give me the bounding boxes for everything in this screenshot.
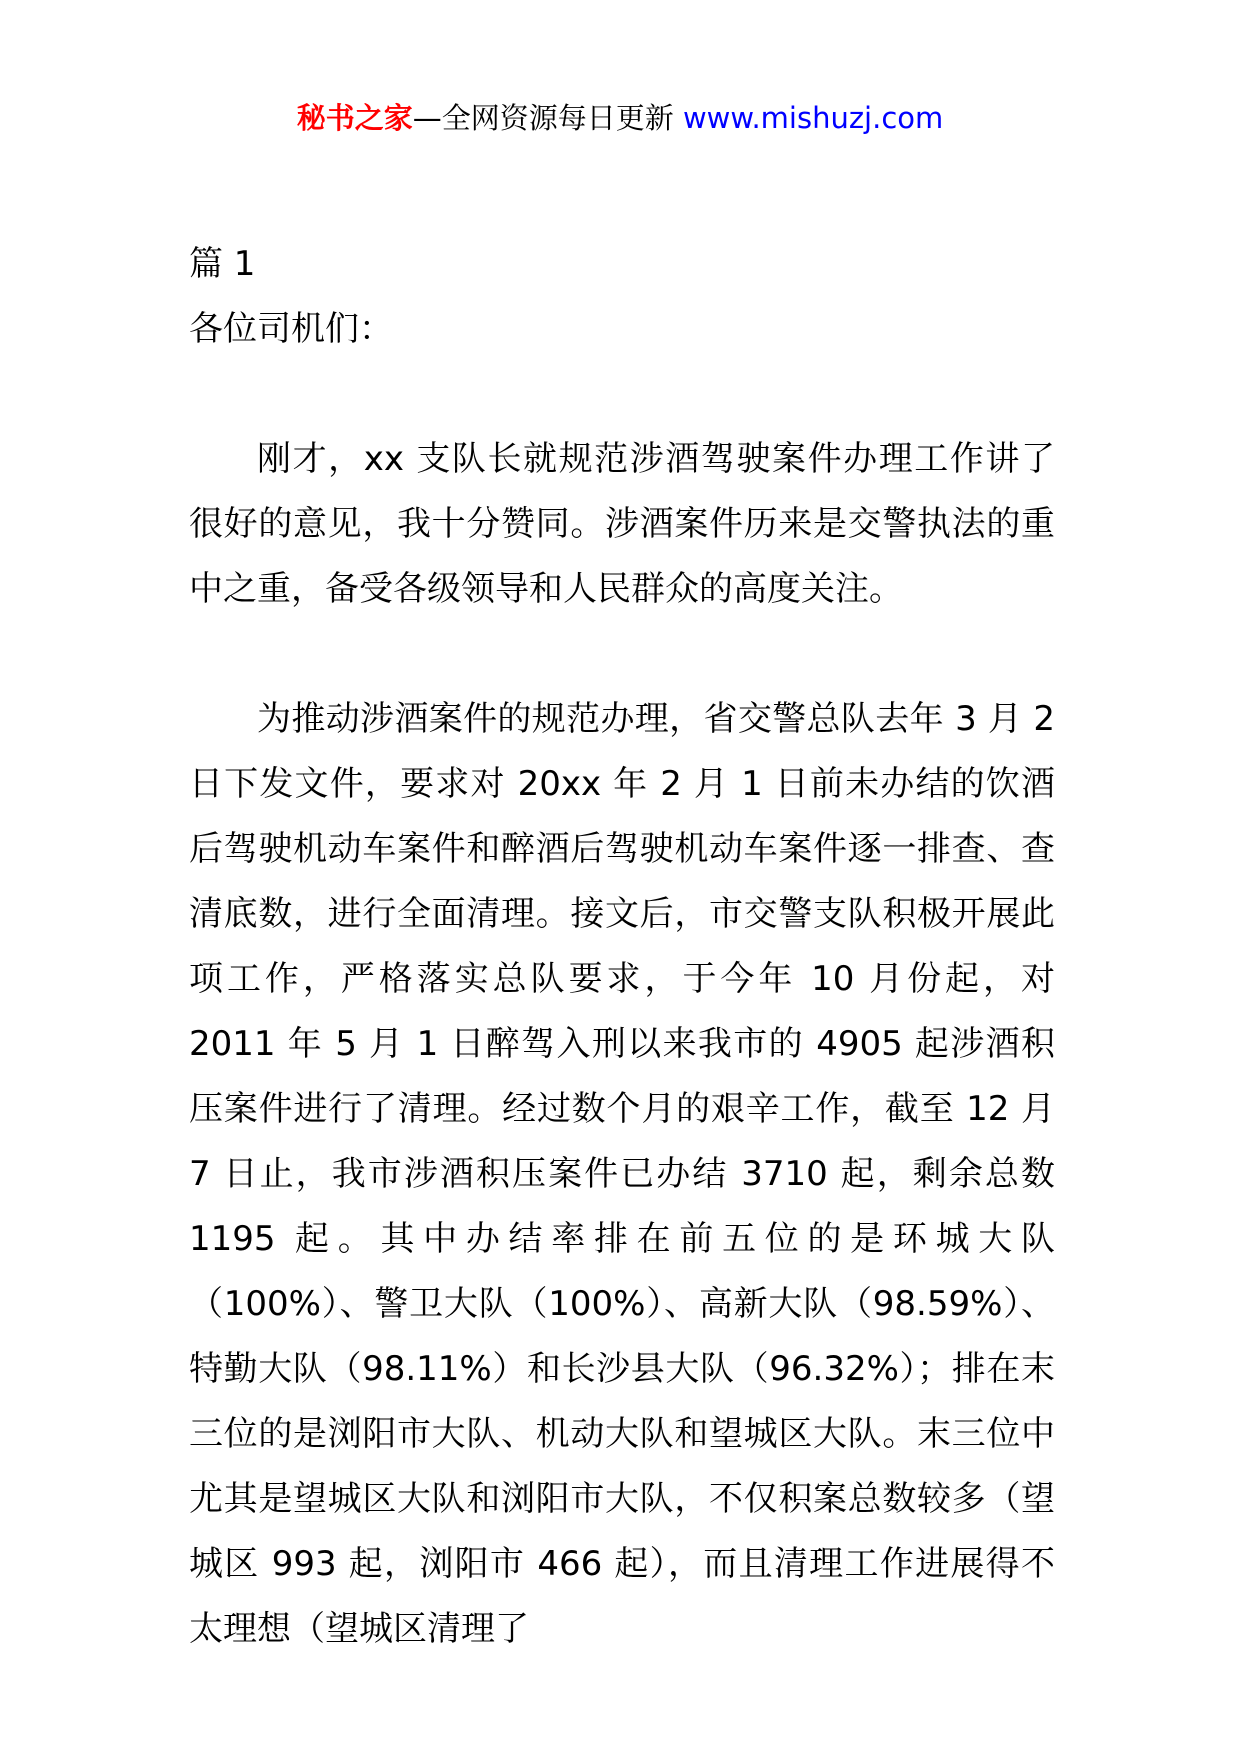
site-url[interactable]: www.mishuzj.com <box>682 101 944 135</box>
site-header <box>0 98 1240 138</box>
paragraph-2: 为推动涉酒案件的规范办理，省交警总队去年 3 月 2 日下发文件，要求对 20xx 年 2 月 1 日前未办结的饮酒后驾驶机动车案件和醉酒后驾驶机动车案件逐一排查、查清底数，进行全面清理。接文后，市交警支队积极开展此项工作，严格落实总队要求，于今年 10 月份起，对 2011 年 5 月 1 日醉驾入刑以来我市的 4905 起涉酒积压案件进行了清理。经过数个月的艰辛工作，截至 12 月 7 日止，我市涉酒积压案件已办结 3710 起，剩余总数 1195 起。其中办结率排在前五位的是环城大队（100%）、警卫大队（100%）、高新大队（98.59%）、特勤大队（98.11%）和长沙县大队（96.32%）；排在末三位的是浏阳市大队、机动大队和望城区大队。末三位中尤其是望城区大队和浏阳市大队，不仅积案总数较多（望城区 993 起，浏阳市 466 起），而且清理工作进展得不太理想（望城区清理了 <box>189 699 1055 1649</box>
salutation: 各位司机们： <box>189 309 393 349</box>
site-brand: 秘书之家 <box>296 101 413 135</box>
site-tagline: —全网资源每日更新 <box>412 101 683 135</box>
section-title: 篇 1 <box>189 244 256 284</box>
paragraph-spacer <box>189 362 1055 427</box>
document-body <box>189 232 1055 1662</box>
paragraph-spacer <box>189 622 1055 687</box>
paragraph-1: 刚才，xx 支队长就规范涉酒驾驶案件办理工作讲了很好的意见，我十分赞同。涉酒案件历来是交警执法的重中之重，备受各级领导和人民群众的高度关注。 <box>189 439 1055 609</box>
